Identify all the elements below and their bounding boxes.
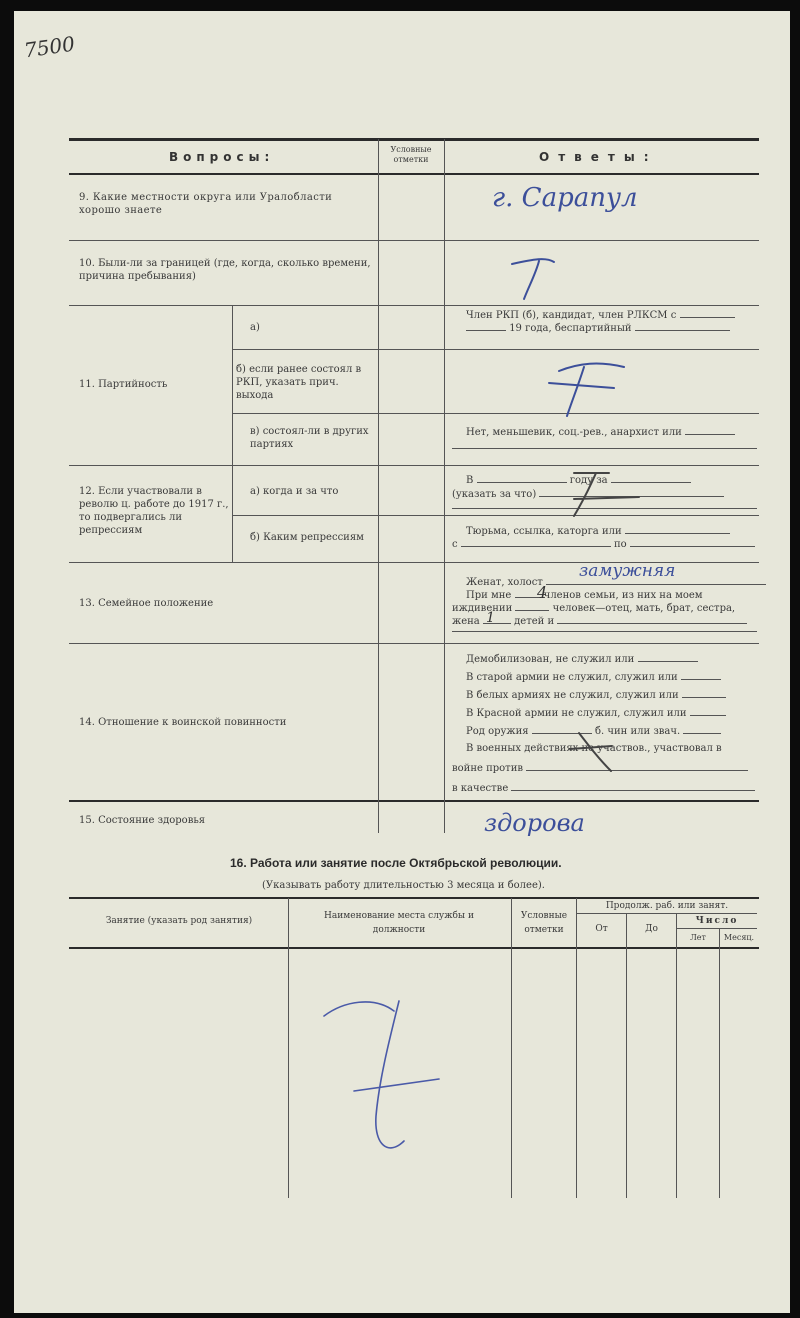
col-to: До [645, 924, 658, 934]
answer-14-7: войне против [452, 761, 748, 775]
answer-14-8: в качестве [452, 781, 755, 795]
answer-14-2: В старой армии не служил, служил или [466, 670, 721, 684]
answer-13-line1: Женат, холост [466, 575, 766, 589]
question-10: 10. Были-ли за границей (где, когда, сколько времени, причина пребывания) [79, 258, 371, 282]
question-12b: б) Каким репрессиям [250, 532, 364, 543]
handwriting-answer-15: здорова [484, 809, 585, 837]
question-12a: а) когда и за что [250, 486, 339, 497]
col-place: Наименование места службы и должности [324, 911, 474, 935]
col-marks: Условные отметки [520, 911, 568, 935]
answer-14-5: Род оружия б. чин или звач. [466, 724, 721, 738]
dash-mark-12 [574, 473, 639, 516]
question-11a: а) [250, 322, 260, 333]
header-answers: Ответы: [539, 150, 658, 164]
question-11: 11. Партийность [79, 379, 168, 390]
answer-11a-line1: Член РКП (б), кандидат, член РЛКСМ с [466, 308, 735, 322]
question-15: 15. Состояние здоровья [79, 815, 206, 826]
archive-number: 7500 [22, 31, 77, 63]
dash-mark-section16 [324, 1001, 439, 1148]
answer-14-1: Демобилизован, не служил или [466, 652, 698, 666]
answer-12-specify: (указать за что) [452, 487, 724, 501]
section16-subtitle: (Указывать работу длительностью 3 месяца и более). [262, 880, 545, 891]
question-13: 13. Семейное положение [79, 598, 214, 609]
answer-11a-line2: 19 года, беспартийный [466, 321, 730, 335]
question-12: 12. Если участвовали в револю ц. работе до 1917 г., то подвергались ли репрессиям [79, 486, 229, 536]
question-11b: б) если ранее состоял в РКП, указать прич. выхода [236, 364, 362, 401]
handwriting-answer-9: г. Сарапул [492, 183, 638, 213]
col-from: От [595, 924, 608, 934]
answer-12-prison: Тюрьма, ссылка, каторга или [466, 524, 730, 538]
answer-13-line2: При мне членов семьи, из них на моем [466, 590, 703, 601]
answer-12-period: с по [452, 537, 755, 551]
col-years: Лет [690, 933, 706, 942]
answer-11c: Нет, меньшевик, соц.-рев., анархист или [466, 425, 735, 439]
answer-13-line4: жена детей и [452, 614, 747, 628]
answer-14-3: В белых армиях не служил, служил или [466, 688, 726, 702]
answer-12-in: В году за [466, 473, 691, 487]
handwriting-answer-13-children: 1 [486, 610, 495, 626]
answer-13-line3: иждивении человек—отец, мать, брат, сестра, [452, 603, 736, 614]
col-duration: Продолж. раб. или занят. [605, 901, 729, 911]
dash-mark-14 [570, 733, 612, 771]
handwriting-answer-13-status: замужняя [579, 561, 676, 581]
handwriting-answer-13-count: 4 [537, 583, 548, 602]
answer-14-4: В Красной армии не служил, служил или [466, 706, 726, 720]
dash-mark-11 [549, 364, 624, 416]
section16-title: 16. Работа или занятие после Октябрьской революции. [230, 856, 562, 870]
question-9: 9. Какие местности округа или Уралобласти хорошо знаете [79, 192, 333, 216]
question-11c: в) состоял-ли в других партиях [250, 426, 369, 450]
form-page [14, 11, 790, 1313]
question-14: 14. Отношение к воинской повинности [79, 717, 287, 728]
header-questions: Вопросы: [169, 150, 275, 164]
col-months: Месяц. [723, 933, 755, 942]
header-marks: Условные отметки [390, 145, 432, 164]
dash-mark-10 [512, 259, 554, 299]
dash-marks [14, 11, 790, 1313]
col-occupation: Занятие (указать род занятия) [105, 916, 253, 926]
col-count: Число [695, 916, 739, 926]
answer-14-6: В военных действиях не участвов., участвовал в [466, 743, 722, 754]
